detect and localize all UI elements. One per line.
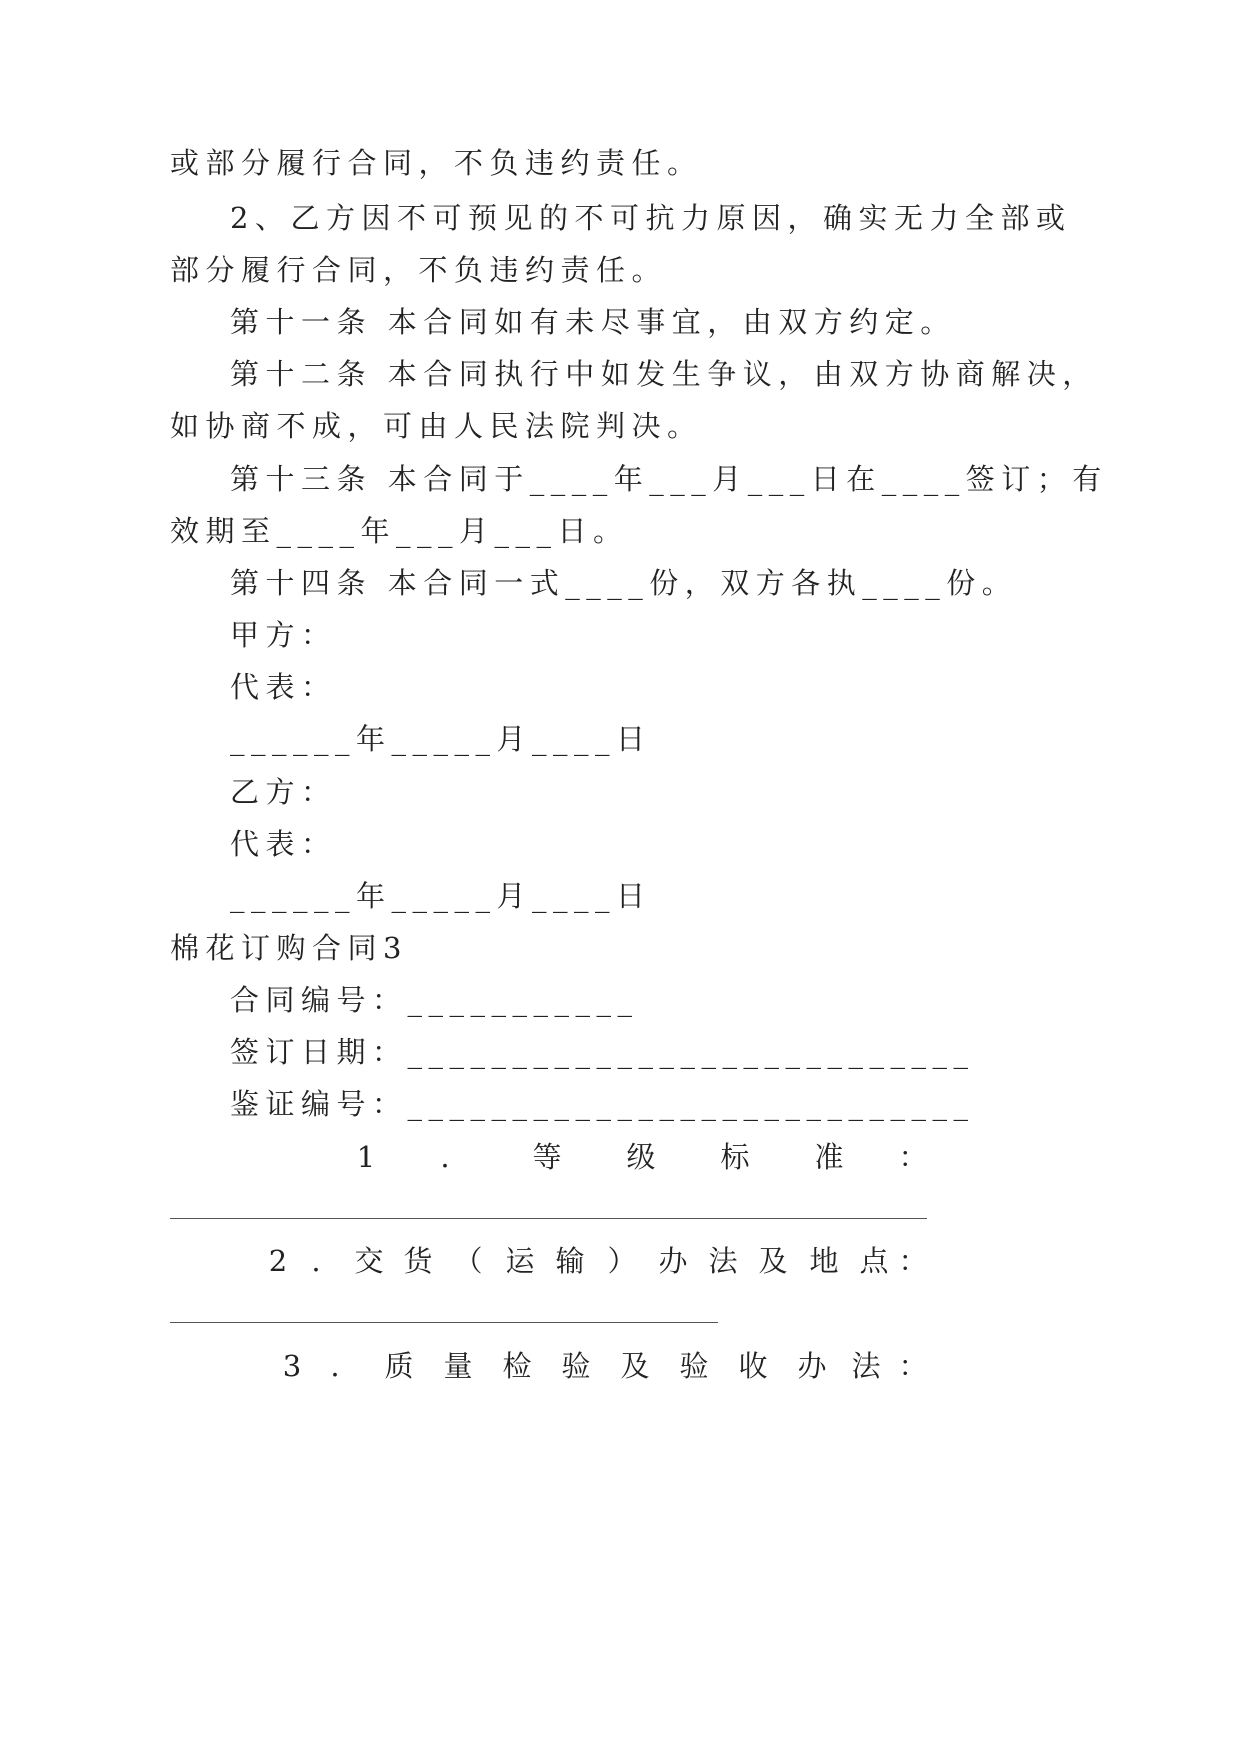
item-char: 法 [708,1244,738,1278]
item-char: ） [607,1244,637,1278]
item-char: 验 [679,1349,709,1383]
article-13: 第十三条 本合同于____年___月___日在____签订；有 [230,462,1108,496]
article-12: 第十二条 本合同执行中如发生争议，由双方协商解决， [230,357,1098,391]
article-11: 第十一条 本合同如有未尽事宜，由双方约定。 [230,305,956,339]
signing-date-field: 签订日期：___________________________ [230,1035,975,1069]
item-char: 量 [443,1349,473,1383]
item-char: 运 [505,1244,535,1278]
text-line: 效期至____年___月___日。 [170,514,629,548]
party-a-date: ______年_____月____日 [230,722,652,756]
item-char: 验 [561,1349,591,1383]
item-char: 交 [354,1244,384,1278]
item-delivery-method [0,1241,1241,1281]
text-line: 部分履行合同，不负违约责任。 [170,253,668,287]
item-char: . [440,1140,450,1174]
item-grade-standard [0,1137,1241,1177]
verification-number-field: 鉴证编号：___________________________ [230,1087,975,1121]
text-line: 或部分履行合同，不负违约责任。 [170,146,703,180]
item-char: ： [898,1244,928,1278]
party-b-representative: 代表： [230,827,337,861]
item-char: 办 [658,1244,688,1278]
text-line: 2、乙方因不可预见的不可抗力原因，确实无力全部或 [230,201,1072,235]
item-char: 收 [738,1349,768,1383]
item-char: . [311,1244,321,1278]
contract-number-field: 合同编号：___________ [230,983,639,1017]
item-char: 及 [758,1244,788,1278]
fill-line [170,1218,927,1219]
item-char: 等 [532,1140,562,1174]
fill-line [170,1322,718,1323]
party-b-label: 乙方： [230,775,337,809]
item-char: 及 [620,1349,650,1383]
item-char: 货 [403,1244,433,1278]
item-char: 质 [384,1349,414,1383]
party-a-label: 甲方： [230,618,337,652]
item-char: ： [898,1140,928,1174]
item-char: 办 [797,1349,827,1383]
item-char: . [330,1349,340,1383]
item-char: 法 [851,1349,881,1383]
item-char: （ [453,1244,483,1278]
item-char: ： [898,1349,928,1383]
item-char: 检 [502,1349,532,1383]
item-char: 地 [809,1244,839,1278]
item-char: 级 [626,1140,656,1174]
item-quality-inspection [0,1346,1241,1386]
party-a-representative: 代表： [230,670,337,704]
text-line: 如协商不成，可由人民法院判决。 [170,409,703,443]
item-char: 输 [555,1244,585,1278]
item-char: 标 [720,1140,750,1174]
article-14: 第十四条 本合同一式____份，双方各执____份。 [230,566,1018,600]
item-char: 2 [268,1244,288,1278]
item-char: 3 [282,1349,302,1383]
item-char: 准 [814,1140,844,1174]
item-char: 点 [859,1244,889,1278]
item-char: 1 [356,1140,376,1174]
party-b-date: ______年_____月____日 [230,879,652,913]
contract-title: 棉花订购合同3 [170,931,408,965]
